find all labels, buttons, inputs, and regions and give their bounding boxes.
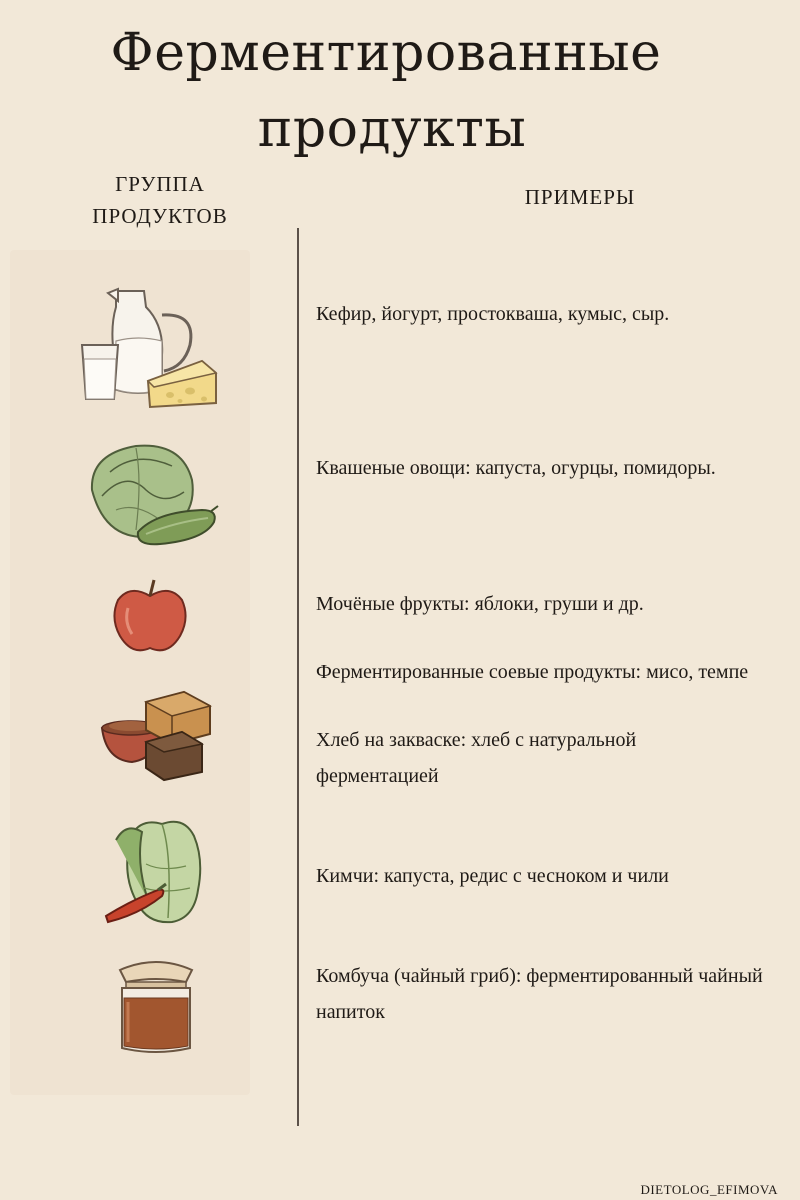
column-header-group-line-1: ГРУППА [115,172,205,196]
apple-icon [110,578,190,656]
page-title-line-2: продукты [257,99,527,159]
column-header-group-line-2: ПРОДУКТОВ [92,204,228,228]
page-title-line-1: Ферментированные [110,23,662,83]
row-text-dairy: Кефир, йогурт, простокваша, кумыс, сыр. [316,303,670,325]
row-text-kombucha: Комбуча (чайный гриб): ферментированный чайный напиток [316,965,763,1023]
row-text-soy: Ферментированные соевые продукты: мисо, темпе [316,661,749,683]
kimchi-icon [102,814,214,926]
row-text-fruits: Мочёные фрукты: яблоки, груши и др. [316,593,644,615]
kombucha-jar-icon [114,952,198,1056]
row-text-kimchi: Кимчи: капуста, редис с чесноком и чили [316,865,669,887]
cabbage-cucumber-icon [86,440,221,550]
milk-cheese-icon [78,285,223,410]
column-header-group [60,168,260,232]
row-text-bread: Хлеб на закваске: хлеб с натуральной ферментацией [316,729,637,787]
page-title [0,22,800,160]
row-text-vegetables: Квашеные овощи: капуста, огурцы, помидоры. [316,457,716,479]
column-header-examples: ПРИМЕРЫ [524,185,636,209]
soy-bread-icon [98,688,218,782]
column-divider [297,228,299,1126]
author-credit: DIETOLOG_EFIMOVA [640,1182,778,1197]
